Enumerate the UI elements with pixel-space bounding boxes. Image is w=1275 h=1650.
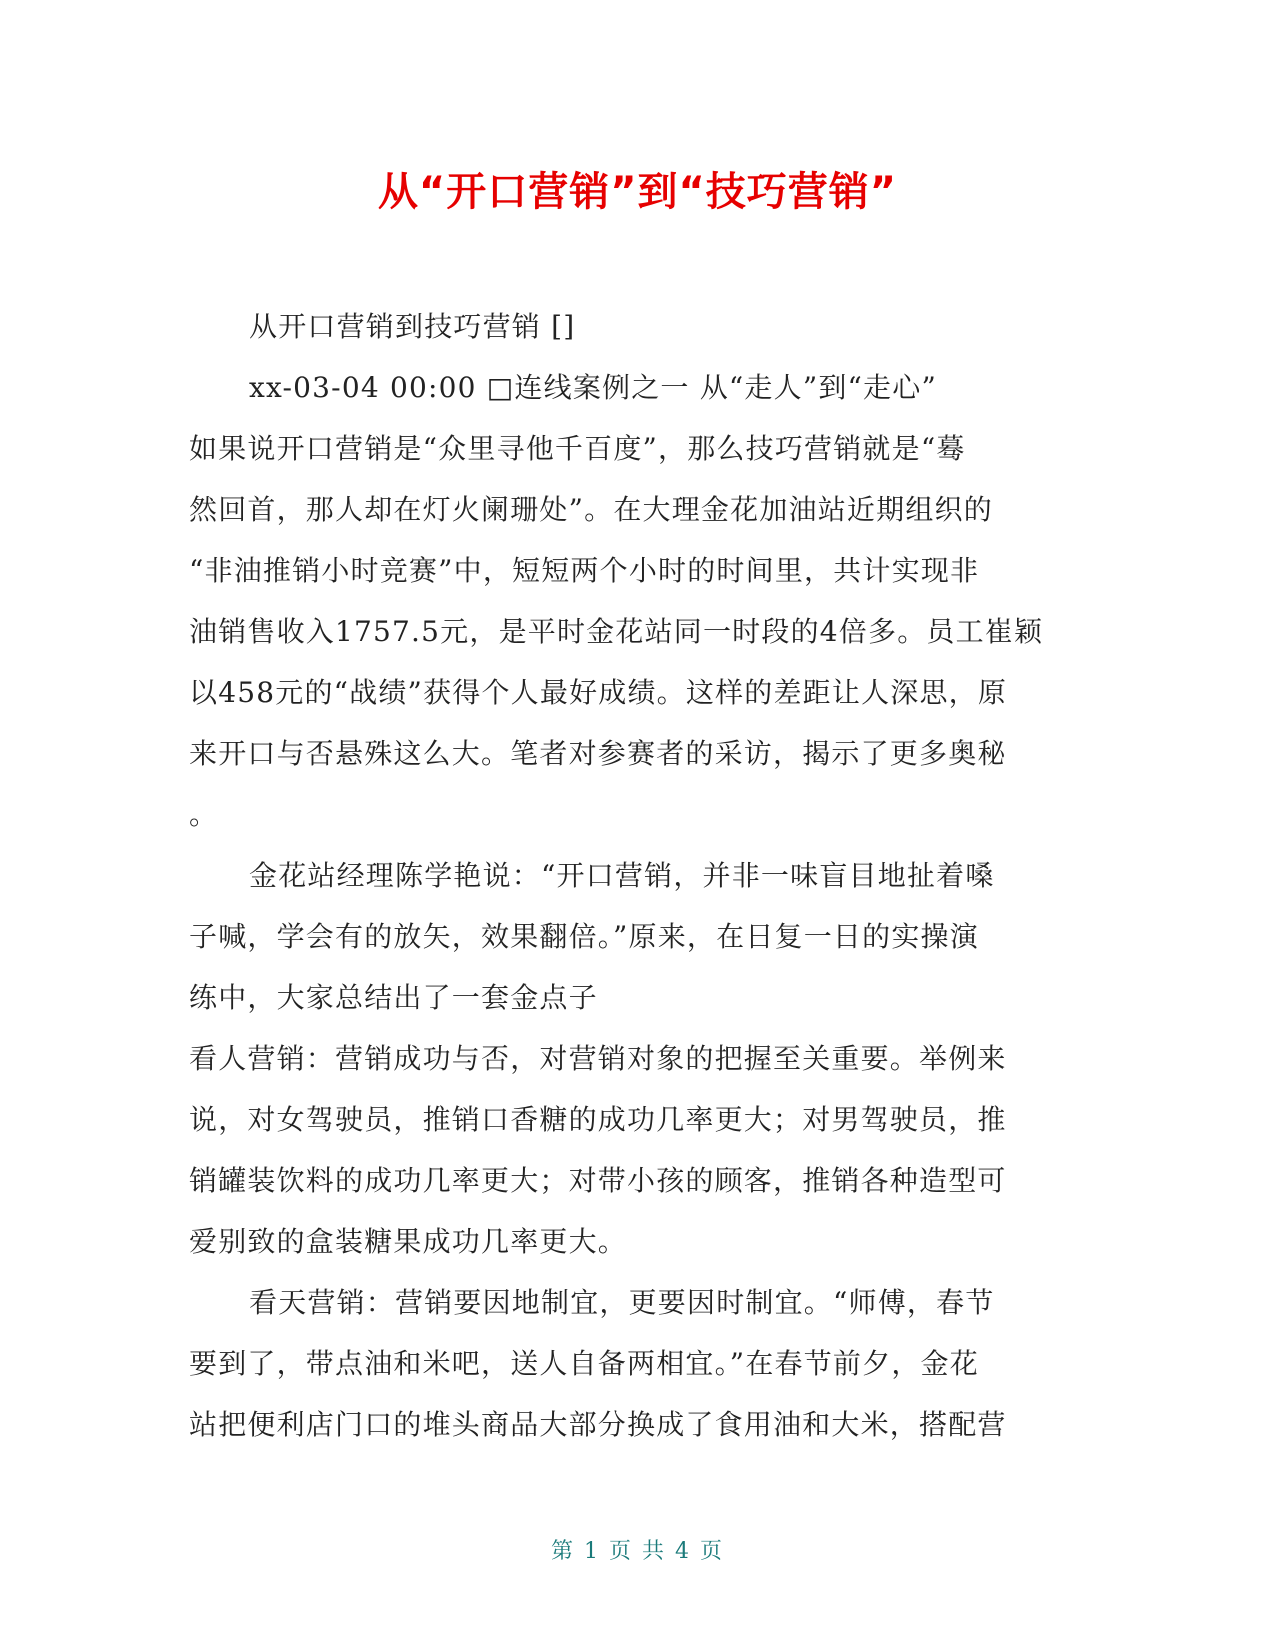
- body-line: 然回首，那人却在灯火阑珊处”。在大理金花加油站近期组织的: [189, 493, 993, 526]
- body-line: “非油推销小时竞赛”中，短短两个小时的时间里，共计实现非: [189, 554, 980, 587]
- body-line: 站把便利店门口的堆头商品大部分换成了食用油和大米，搭配营: [189, 1408, 1007, 1441]
- page-number-footer: 第 1 页 共 4 页: [551, 1539, 724, 1564]
- document-title: 从“开口营销”到“技巧营销”: [377, 169, 898, 215]
- body-line: 油销售收入1757.5元，是平时金花站同一时段的4倍多。员工崔颖: [189, 615, 1044, 648]
- body-line: 看天营销：营销要因地制宜，更要因时制宜。“师傅，春节: [249, 1286, 995, 1319]
- body-line: 金花站经理陈学艳说：“开口营销，并非一味盲目地扯着嗓: [249, 859, 995, 892]
- body-line: 来开口与否悬殊这么大。笔者对参赛者的采访，揭示了更多奥秘: [189, 737, 1007, 770]
- body-line: 要到了，带点油和米吧，送人自备两相宜。”在春节前夕，金花: [189, 1347, 979, 1380]
- body-line: 爱别致的盒装糖果成功几率更大。: [189, 1225, 628, 1258]
- body-line: 销罐装饮料的成功几率更大；对带小孩的顾客，推销各种造型可: [189, 1164, 1007, 1197]
- body-line: 说，对女驾驶员，推销口香糖的成功几率更大；对男驾驶员，推: [189, 1103, 1007, 1136]
- body-line: 练中，大家总结出了一套金点子: [189, 981, 598, 1014]
- body-line: 从开口营销到技巧营销 []: [249, 310, 576, 343]
- body-line: xx-03-04 00:00 □连线案例之一 从“走人”到“走心”: [249, 371, 937, 404]
- body-line: 子喊，学会有的放矢，效果翻倍。”原来，在日复一日的实操演: [189, 920, 979, 953]
- body-line: 如果说开口营销是“众里寻他千百度”，那么技巧营销就是“蓦: [189, 432, 966, 465]
- body-line: 看人营销：营销成功与否，对营销对象的把握至关重要。举例来: [189, 1042, 1007, 1075]
- body-line: 。: [189, 798, 219, 831]
- document-body: [189, 296, 1084, 1455]
- body-line: 以458元的“战绩”获得个人最好成绩。这样的差距让人深思，原: [189, 676, 1008, 709]
